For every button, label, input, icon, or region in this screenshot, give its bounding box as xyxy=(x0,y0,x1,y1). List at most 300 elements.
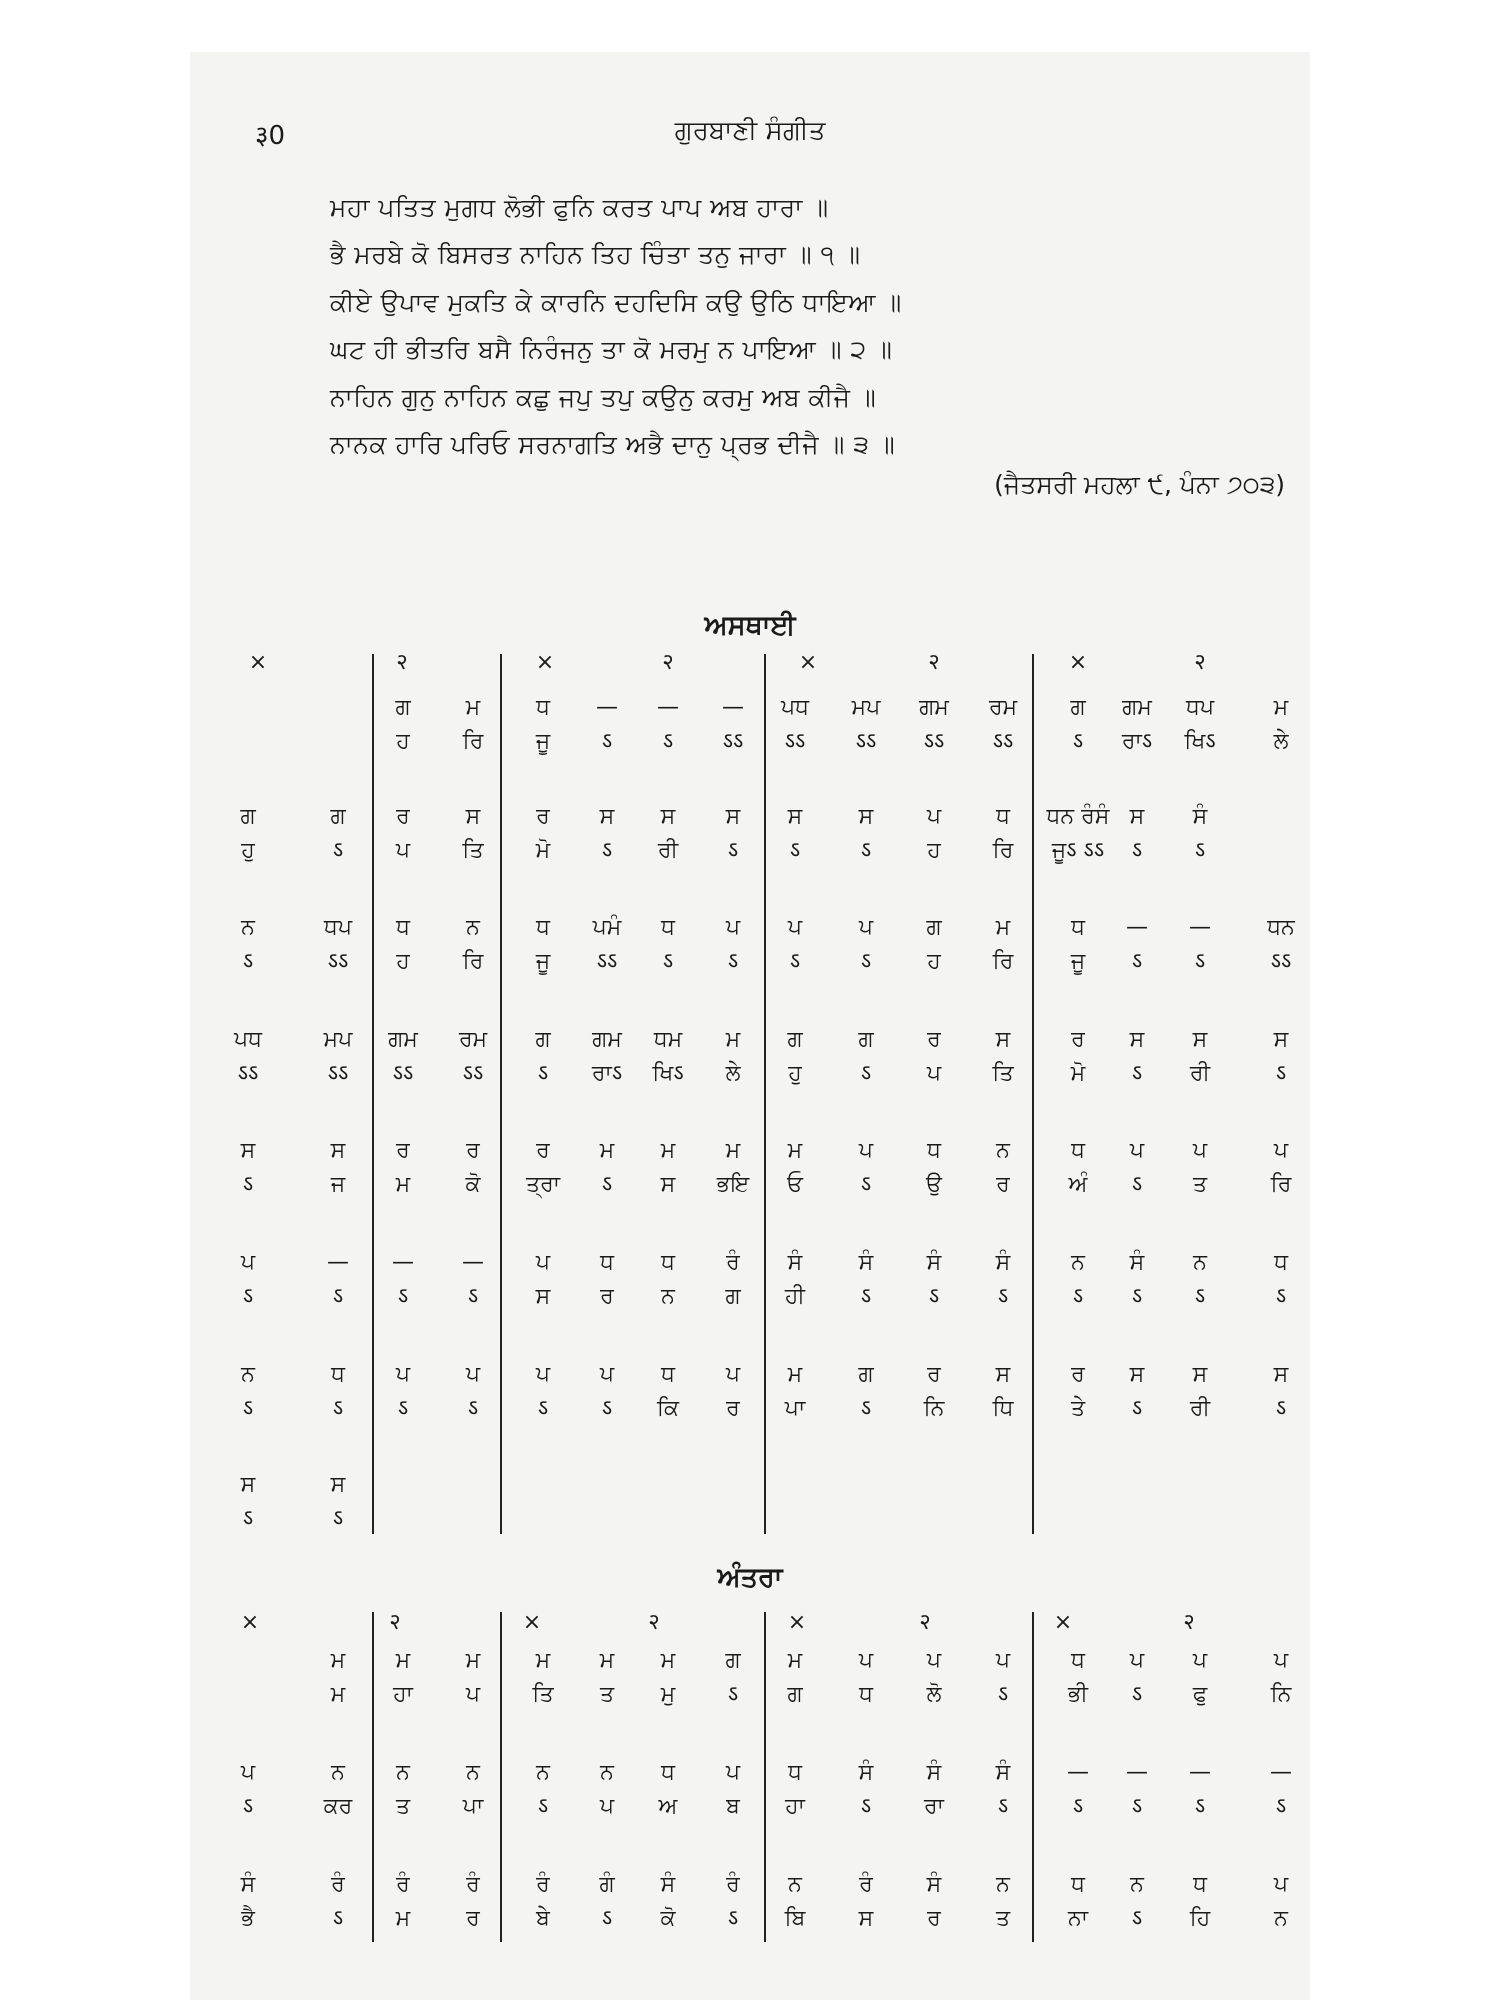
bol-syllable: ऽ xyxy=(727,1906,739,1931)
swar-note: ਪ xyxy=(1129,1648,1145,1673)
swar-note: ਪ xyxy=(535,1250,551,1275)
swar-note: ਨ xyxy=(1130,1872,1144,1897)
bol-syllable: ऽ xyxy=(537,1061,549,1086)
bol-syllable: ਸ xyxy=(858,1906,874,1931)
swar-note: ਨ xyxy=(536,1760,550,1785)
swar-note: ਰੰ xyxy=(536,1872,550,1897)
bol-syllable: ਰਿ xyxy=(462,949,484,974)
swar-note: ਨ xyxy=(466,915,480,940)
taal-mark: २ xyxy=(662,650,674,675)
bol-syllable: ਜੂ xyxy=(1070,949,1086,974)
swar-note: ਧ xyxy=(536,915,550,940)
swar-note: ਪ xyxy=(1192,1138,1208,1163)
bar-line xyxy=(764,654,766,1534)
swar-note: ਪ xyxy=(725,915,741,940)
taal-mark: २ xyxy=(389,1610,401,1635)
swar-note: ਪਧ xyxy=(233,1027,263,1052)
swar-note: ਰ xyxy=(396,804,410,829)
swar-note: ਸ xyxy=(1273,1362,1289,1387)
swar-note: ਰੰ xyxy=(466,1872,480,1897)
bol-syllable: ਤ੍ਰਾ xyxy=(525,1172,560,1197)
bol-syllable: ऽ xyxy=(332,1506,344,1531)
bol-syllable: ਹ xyxy=(927,838,941,863)
bol-syllable: ਹ xyxy=(396,729,410,754)
verse-line: ਮਹਾ ਪਤਿਤ ਮੁਗਧ ਲੋਭੀ ਫੁਨਿ ਕਰਤ ਪਾਪ ਅਬ ਹਾਰਾ ॥ xyxy=(330,193,829,222)
bol-syllable: ऽ xyxy=(1194,949,1206,974)
swar-note: ਨ xyxy=(1193,1250,1207,1275)
swar-note: ਧ xyxy=(661,1362,675,1387)
swar-note: ਧ xyxy=(1274,1250,1288,1275)
bol-syllable: ऽ xyxy=(860,1061,872,1086)
bol-syllable: ਤ xyxy=(395,1794,411,1819)
swar-note: ਸੰ xyxy=(858,1760,874,1785)
bol-syllable: ऽ xyxy=(397,1284,409,1309)
swar-note: ਸ xyxy=(599,804,615,829)
swar-note: ਪ xyxy=(858,1648,874,1673)
swar-note: ਧਨ ਰੰਸੰ xyxy=(1046,804,1110,829)
bol-syllable: ਤਿ xyxy=(462,838,484,863)
bol-syllable: ਮੋ xyxy=(1070,1061,1086,1086)
verse-line: ਨਾਨਕ ਹਾਰਿ ਪਰਿਓ ਸਰਨਾਗਤਿ ਅਭੈ ਦਾਨੁ ਪ੍ਰਭ ਦੀਜੈ ॥ ੩ ॥ xyxy=(330,430,896,459)
bol-syllable: ਲੋ xyxy=(926,1682,942,1707)
bol-syllable: ऽ xyxy=(1072,1794,1084,1819)
bol-syllable: ਰਿ xyxy=(462,729,484,754)
bol-syllable: ऽऽ xyxy=(855,729,877,754)
swar-note: ਸ xyxy=(465,804,481,829)
swar-note: ਪ xyxy=(725,1760,741,1785)
swar-note: ਸ xyxy=(787,804,803,829)
swar-note: ਸ xyxy=(858,804,874,829)
swar-note: — xyxy=(1126,1760,1148,1785)
bol-syllable: ਧ xyxy=(859,1682,873,1707)
bol-syllable: ਖਿऽ xyxy=(652,1061,684,1086)
swar-note: ਰ xyxy=(466,1138,480,1163)
swar-note: ਸੰ xyxy=(995,1760,1011,1785)
bol-syllable: ऽऽ xyxy=(327,949,349,974)
swar-note: — xyxy=(596,695,618,720)
bol-syllable: ਜੂऽ ऽऽ xyxy=(1051,838,1105,863)
taal-mark: × xyxy=(522,1610,542,1635)
swar-note: ਮ xyxy=(465,695,481,720)
bol-syllable: ਰਾ xyxy=(924,1794,944,1819)
bol-syllable: ऽ xyxy=(1131,1284,1143,1309)
bol-syllable: ਬਿ xyxy=(784,1906,806,1931)
bol-syllable: ਜ xyxy=(330,1172,346,1197)
swar-note: ਸੰ xyxy=(926,1760,942,1785)
bol-syllable: ਨਾ xyxy=(1067,1906,1089,1931)
swar-note: ਰੰ xyxy=(859,1872,873,1897)
bol-syllable: ऽ xyxy=(928,1284,940,1309)
swar-note: ਧ xyxy=(1071,915,1085,940)
bol-syllable: ਪ xyxy=(465,1682,481,1707)
bol-syllable: ਅੰ xyxy=(1068,1172,1088,1197)
bol-syllable: ऽ xyxy=(860,1794,872,1819)
bol-syllable: ਪ xyxy=(599,1794,615,1819)
swar-note: ਨ xyxy=(996,1138,1010,1163)
swar-note: ਪ xyxy=(725,1362,741,1387)
bol-syllable: ऽ xyxy=(242,949,254,974)
bol-syllable: ऽ xyxy=(1072,729,1084,754)
bol-syllable: ਭੈ xyxy=(241,1906,255,1931)
bol-syllable: ऽ xyxy=(601,838,613,863)
bol-syllable: ਹ xyxy=(396,949,410,974)
bol-syllable: ऽऽ xyxy=(327,1061,349,1086)
bol-syllable: ਪ xyxy=(395,838,411,863)
bol-syllable: ऽ xyxy=(1131,1794,1143,1819)
bol-syllable: ਗ xyxy=(787,1682,803,1707)
bol-syllable: ਕੋ xyxy=(465,1172,481,1197)
swar-note: ਮ xyxy=(995,915,1011,940)
swar-note: ਪ xyxy=(995,1648,1011,1673)
bol-syllable: ਰ xyxy=(927,1906,941,1931)
swar-note: ਸੰ xyxy=(240,1872,256,1897)
swar-note: ਧ xyxy=(661,1250,675,1275)
bol-syllable: ਪ xyxy=(926,1061,942,1086)
swar-note: ਮਪ xyxy=(851,695,881,720)
swar-note: ਰ xyxy=(1071,1362,1085,1387)
swar-note: ਸੰ xyxy=(995,1250,1011,1275)
taal-mark: × xyxy=(798,650,818,675)
bol-syllable: ऽ xyxy=(601,1172,613,1197)
swar-note: ਰ xyxy=(536,1138,550,1163)
bol-syllable: ਤ xyxy=(995,1906,1011,1931)
bol-syllable: ਲੇ xyxy=(725,1061,741,1086)
swar-note: ਧ xyxy=(396,915,410,940)
bol-syllable: ऽऽ xyxy=(784,729,806,754)
bol-syllable: ਰੀ xyxy=(1189,1396,1211,1421)
bol-syllable: ਕਿ xyxy=(656,1396,680,1421)
swar-note: ਸ xyxy=(240,1138,256,1163)
swar-note: — xyxy=(1189,1760,1211,1785)
swar-note: ਰ xyxy=(927,1362,941,1387)
bol-syllable: ਮੋ xyxy=(535,838,551,863)
bol-syllable: ऽ xyxy=(727,838,739,863)
bol-syllable: ਹੁ xyxy=(241,838,255,863)
verse-line: ਨਾਹਿਨ ਗੁਨੁ ਨਾਹਿਨ ਕਛੁ ਜਪੁ ਤਪੁ ਕਉਨੁ ਕਰਮੁ ਅਬ ਕੀਜੈ ॥ xyxy=(330,383,877,412)
bol-syllable: ਰਾऽ xyxy=(591,1061,623,1086)
bol-syllable: ऽ xyxy=(860,1396,872,1421)
swar-note: ਪ xyxy=(1273,1872,1289,1897)
swar-note: ਨ xyxy=(466,1760,480,1785)
bol-syllable: ਬੇ xyxy=(536,1906,550,1931)
bol-syllable: ਤੇ xyxy=(1070,1396,1086,1421)
swar-note: ਨ xyxy=(396,1760,410,1785)
swar-note: ਸ xyxy=(1129,804,1145,829)
bol-syllable: ऽ xyxy=(860,949,872,974)
bol-syllable: ਰਾऽ xyxy=(1121,729,1153,754)
swar-note: ਧ xyxy=(1071,1648,1085,1673)
swar-note: ਪ xyxy=(787,915,803,940)
taal-mark: × xyxy=(240,1610,260,1635)
swar-note: ਧਨ xyxy=(1267,915,1295,940)
bol-syllable: ऽ xyxy=(1131,1172,1143,1197)
bol-syllable: ऽऽ xyxy=(237,1061,259,1086)
swar-note: ਸੰ xyxy=(926,1250,942,1275)
bol-syllable: ਨ xyxy=(661,1284,675,1309)
bol-syllable: ऽ xyxy=(860,838,872,863)
swar-note: ਗ xyxy=(926,915,942,940)
bol-syllable: ऽ xyxy=(242,1506,254,1531)
bol-syllable: ऽ xyxy=(860,1172,872,1197)
bol-syllable: ਹੀ xyxy=(784,1284,806,1309)
swar-note: ਧਮ xyxy=(653,1027,683,1052)
bol-syllable: ਤ xyxy=(599,1682,615,1707)
bol-syllable: ऽ xyxy=(789,949,801,974)
bol-syllable: ਤਿ xyxy=(532,1682,554,1707)
bol-syllable: ਰਿ xyxy=(1270,1172,1292,1197)
bol-syllable: ਰ xyxy=(466,1906,480,1931)
bol-syllable: ऽ xyxy=(1072,1284,1084,1309)
bol-syllable: ऽ xyxy=(1275,1396,1287,1421)
swar-note: ਪ xyxy=(926,804,942,829)
swar-note: ਰੰ xyxy=(726,1250,740,1275)
swar-note: ਨ xyxy=(600,1760,614,1785)
swar-note: — xyxy=(1067,1760,1089,1785)
bar-line xyxy=(764,1612,766,1942)
bol-syllable: ऽ xyxy=(1275,1794,1287,1819)
swar-note: ਮ xyxy=(725,1138,741,1163)
swar-note: ਗਮ xyxy=(1122,695,1152,720)
swar-note: ਸੰ xyxy=(660,1872,676,1897)
asthai-title: ਅਸਥਾਈ xyxy=(704,610,796,641)
bol-syllable: ऽऽ xyxy=(392,1061,414,1086)
swar-note: ਸੰ xyxy=(926,1872,942,1897)
bol-syllable: ऽ xyxy=(727,1682,739,1707)
taal-mark: × xyxy=(248,650,268,675)
bol-syllable: ਨਿ xyxy=(1270,1682,1292,1707)
swar-note: ਗ xyxy=(787,1027,803,1052)
bol-syllable: ਓ xyxy=(787,1172,803,1197)
swar-note: ਰੰ xyxy=(331,1872,345,1897)
swar-note: ਨ xyxy=(331,1760,345,1785)
swar-note: — xyxy=(327,1250,349,1275)
page-number: ३0 xyxy=(255,121,286,151)
bol-syllable: ऽ xyxy=(332,1906,344,1931)
bol-syllable: ਕੋ xyxy=(660,1906,676,1931)
swar-note: ਗ xyxy=(395,695,411,720)
bol-syllable: ऽ xyxy=(242,1794,254,1819)
bar-line xyxy=(372,1612,374,1942)
swar-note: ਪ xyxy=(395,1362,411,1387)
verse-reference: (ਜੈਤਸਰੀ ਮਹਲਾ ੯, ਪੰਨਾ ੭੦੩) xyxy=(994,470,1285,499)
swar-note: ਨ xyxy=(241,1362,255,1387)
swar-note: ਧ xyxy=(788,1760,802,1785)
swar-note: ਧ xyxy=(1071,1872,1085,1897)
swar-note: ਗੰ xyxy=(599,1872,615,1897)
bol-syllable: ऽ xyxy=(1275,1284,1287,1309)
bol-syllable: ਰੀ xyxy=(657,838,679,863)
swar-note: ਸੰ xyxy=(1192,804,1208,829)
swar-note: ਮ xyxy=(395,1648,411,1673)
swar-note: ਪ xyxy=(1273,1138,1289,1163)
swar-note: ਸ xyxy=(995,1027,1011,1052)
swar-note: ਰਮ xyxy=(988,695,1018,720)
swar-note: — xyxy=(1270,1760,1292,1785)
bol-syllable: ਰਿ xyxy=(992,949,1014,974)
swar-note: ਪ xyxy=(858,915,874,940)
swar-note: ਧ xyxy=(536,695,550,720)
bol-syllable: ऽ xyxy=(1131,949,1143,974)
bol-syllable: ਪਾ xyxy=(462,1794,484,1819)
bol-syllable: ऽ xyxy=(789,838,801,863)
taal-mark: × xyxy=(535,650,555,675)
bol-syllable: ऽ xyxy=(397,1396,409,1421)
taal-mark: × xyxy=(787,1610,807,1635)
swar-note: — xyxy=(1126,915,1148,940)
bol-syllable: ਪਾ xyxy=(784,1396,806,1421)
swar-note: ਗ xyxy=(240,804,256,829)
swar-note: ਸ xyxy=(1192,1362,1208,1387)
swar-note: ਗ xyxy=(535,1027,551,1052)
bol-syllable: ऽ xyxy=(860,1284,872,1309)
bol-syllable: ऽ xyxy=(662,729,674,754)
bol-syllable: ਭੀ xyxy=(1067,1682,1089,1707)
bol-syllable: ऽ xyxy=(242,1396,254,1421)
bol-syllable: ਅ xyxy=(658,1794,678,1819)
swar-note: ਸ xyxy=(995,1362,1011,1387)
swar-note: ਸੰ xyxy=(787,1250,803,1275)
swar-note: ਮ xyxy=(660,1138,676,1163)
bol-syllable: ਭਇ xyxy=(716,1172,750,1197)
bol-syllable: ਫੁ xyxy=(1192,1682,1208,1707)
swar-note: ਸ xyxy=(1273,1027,1289,1052)
bol-syllable: ऽ xyxy=(601,1906,613,1931)
taal-mark: × xyxy=(1053,1610,1073,1635)
swar-note: ਧ xyxy=(927,1138,941,1163)
bol-syllable: ऽ xyxy=(332,1284,344,1309)
bol-syllable: ऽ xyxy=(242,1284,254,1309)
bol-syllable: ऽ xyxy=(537,1794,549,1819)
bol-syllable: ऽ xyxy=(1131,1682,1143,1707)
bol-syllable: ਰ xyxy=(726,1396,740,1421)
bol-syllable: ऽऽ xyxy=(923,729,945,754)
bol-syllable: ऽ xyxy=(467,1396,479,1421)
bol-syllable: ऽ xyxy=(242,1172,254,1197)
swar-note: ਮ xyxy=(725,1027,741,1052)
swar-note: ਗ xyxy=(330,804,346,829)
swar-note: ਮ xyxy=(599,1648,615,1673)
bol-syllable: ਮ xyxy=(395,1172,411,1197)
swar-note: ਪ xyxy=(1192,1648,1208,1673)
swar-note: — xyxy=(462,1250,484,1275)
swar-note: ਸੰ xyxy=(858,1250,874,1275)
bol-syllable: ऽ xyxy=(662,949,674,974)
bol-syllable: ਹੁ xyxy=(788,1061,802,1086)
bol-syllable: ऽ xyxy=(1194,838,1206,863)
swar-note: ਗ xyxy=(1070,695,1086,720)
bol-syllable: ऽ xyxy=(1131,838,1143,863)
bol-syllable: ਗ xyxy=(725,1284,741,1309)
bar-line xyxy=(500,1612,502,1942)
bol-syllable: ऽ xyxy=(601,1396,613,1421)
bol-syllable: ਰ xyxy=(996,1172,1010,1197)
bol-syllable: ਉ xyxy=(926,1172,942,1197)
bol-syllable: ਮ xyxy=(395,1906,411,1931)
bol-syllable: ऽ xyxy=(332,838,344,863)
swar-note: ਰ xyxy=(1071,1027,1085,1052)
swar-note: — xyxy=(722,695,744,720)
swar-note: ਰ xyxy=(536,804,550,829)
swar-note: ਮ xyxy=(330,1648,346,1673)
swar-note: ਮ xyxy=(787,1138,803,1163)
swar-note: — xyxy=(1189,915,1211,940)
bol-syllable: ਰੀ xyxy=(1189,1061,1211,1086)
bol-syllable: ਮ xyxy=(330,1682,346,1707)
bol-syllable: ऽ xyxy=(1131,1396,1143,1421)
swar-note: — xyxy=(392,1250,414,1275)
bol-syllable: ऽ xyxy=(997,1794,1009,1819)
bol-syllable: ऽ xyxy=(1131,1906,1143,1931)
swar-note: ਮ xyxy=(465,1648,481,1673)
swar-note: ਧ xyxy=(661,915,675,940)
swar-note: ਰਮ xyxy=(458,1027,488,1052)
swar-note: ਪ xyxy=(240,1760,256,1785)
bol-syllable: ऽऽ xyxy=(992,729,1014,754)
bol-syllable: ऽ xyxy=(727,949,739,974)
swar-note: ਧਪ xyxy=(1185,695,1215,720)
swar-note: ਸ xyxy=(725,804,741,829)
swar-note: ਪਮੰ xyxy=(592,915,622,940)
bol-syllable: ਜੂ xyxy=(535,729,551,754)
bol-syllable: ऽऽ xyxy=(596,949,618,974)
bol-syllable: ऽ xyxy=(997,1682,1009,1707)
swar-note: ਰ xyxy=(396,1138,410,1163)
swar-note: ਮ xyxy=(660,1648,676,1673)
bol-syllable: ਬ xyxy=(726,1794,740,1819)
book-title: ਗੁਰਬਾਣੀ ਸੰਗੀਤ xyxy=(674,116,826,146)
bar-line xyxy=(500,654,502,1534)
swar-note: ਸ xyxy=(1129,1362,1145,1387)
bol-syllable: ऽऽ xyxy=(722,729,744,754)
taal-mark: २ xyxy=(919,1610,931,1635)
bol-syllable: ऽ xyxy=(997,1284,1009,1309)
bol-syllable: ਸ xyxy=(535,1284,551,1309)
taal-mark: २ xyxy=(1194,650,1206,675)
swar-note: — xyxy=(657,695,679,720)
swar-note: ਮ xyxy=(535,1648,551,1673)
swar-note: ਪ xyxy=(1273,1648,1289,1673)
bol-syllable: ਲੇ xyxy=(1273,729,1289,754)
swar-note: ਧ xyxy=(1071,1138,1085,1163)
bar-line xyxy=(1032,1612,1034,1942)
taal-mark: २ xyxy=(1183,1610,1195,1635)
swar-note: ਸ xyxy=(330,1472,346,1497)
swar-note: ਪ xyxy=(1129,1138,1145,1163)
swar-note: ਗਮ xyxy=(388,1027,418,1052)
bol-syllable: ऽऽ xyxy=(462,1061,484,1086)
swar-note: ਗ xyxy=(858,1362,874,1387)
bol-syllable: ਰਿ xyxy=(992,838,1014,863)
swar-note: ਸੰ xyxy=(1129,1250,1145,1275)
swar-note: ਮ xyxy=(1273,695,1289,720)
swar-note: ਨ xyxy=(996,1872,1010,1897)
taal-mark: × xyxy=(1068,650,1088,675)
swar-note: ਰੰ xyxy=(726,1872,740,1897)
swar-note: ਸ xyxy=(330,1138,346,1163)
bol-syllable: ਤ xyxy=(1192,1172,1208,1197)
swar-note: ਧ xyxy=(661,1760,675,1785)
verse-line: ਭੈ ਮਰਬੇ ਕੋ ਬਿਸਰਤ ਨਾਹਿਨ ਤਿਹ ਚਿੰਤਾ ਤਨੁ ਜਾਰਾ ॥ ੧ ॥ xyxy=(330,240,861,269)
bol-syllable: ਹਾ xyxy=(785,1794,805,1819)
bol-syllable: ਜੂ xyxy=(535,949,551,974)
swar-note: ਧ xyxy=(1193,1872,1207,1897)
bol-syllable: ਸ xyxy=(660,1172,676,1197)
swar-note: ਗਮ xyxy=(919,695,949,720)
bol-syllable: ਹਿ xyxy=(1189,1906,1211,1931)
swar-note: ਨ xyxy=(241,915,255,940)
bol-syllable: ਰ xyxy=(600,1284,614,1309)
swar-note: ਗ xyxy=(725,1648,741,1673)
